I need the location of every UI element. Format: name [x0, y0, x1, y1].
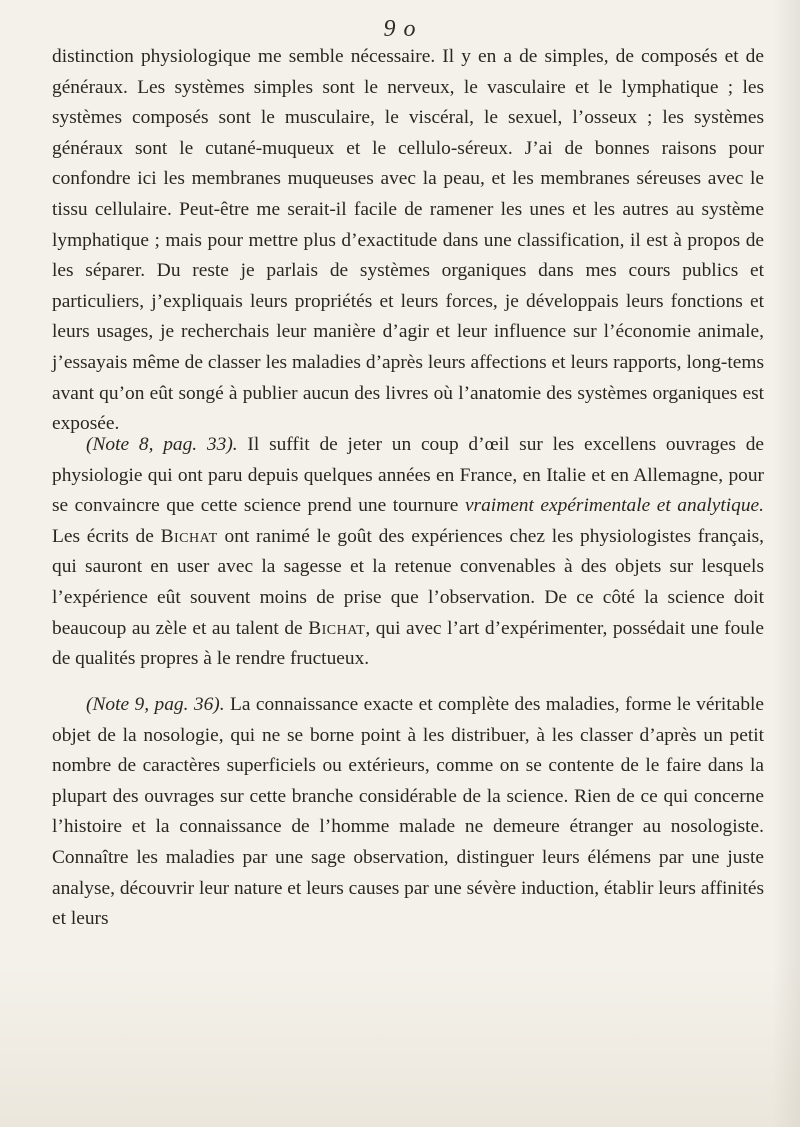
page-edge-shadow	[772, 0, 800, 1127]
author-name: Bichat	[160, 525, 218, 547]
emphasis-text: vraiment expérimentale et analytique.	[464, 495, 765, 517]
paragraph-text: La connaissance exacte et complète des maladies, forme le véritable objet de la nosologie, qui ne se borne point à les distribuer, à les classer d’après un petit nombre de caractères superficiels ou extérieurs, comme on se contente de le faire dans la plupart des ouvrages sur cette branche considérable de la science. Rien de ce qui concerne l’histoire et la connaissance de l’homme malade ne demeure étranger au nosologiste. Connaître les maladies par une sage observation, distinguer leurs élémens par une juste analyse, découvrir leur nature et leurs causes par une sévère induction, établir leurs affinités et leurs	[52, 694, 765, 930]
paragraph-note-8	[52, 430, 764, 675]
paragraph-note-9	[52, 690, 764, 935]
paragraph-text: Il suffit de jeter un coup d’œil sur les excellens ouvrages de physiologie qui ont paru depuis quelques années en France, en Italie et en Allemagne, pour se convaincre que cette science prend une tournure	[52, 434, 764, 517]
note-reference: (Note 9, pag. 36).	[86, 694, 225, 715]
paragraph-text: , qui avec l’art d’expérimenter, possédait une foule de qualités propres à le rendre fructueux.	[52, 617, 764, 670]
paragraph-text: ont ranimé le goût des expériences chez les physiologistes français, qui sauront en user avec la sagesse et la retenue convenables à des objets sur lesquels l’expérience eût souvent moins de prise que l’observation. De ce côté la science doit beaucoup au zèle et au talent de	[52, 525, 764, 639]
paper-tone	[0, 967, 800, 1127]
paragraph-systems: distinction physiologique me semble nécessaire. Il y en a de simples, de composés et de généraux. Les systèmes simples sont le nerveux, le vasculaire et le lymphatique ; les systèmes composés sont le musculaire, le viscéral, le sexuel, l’osseux ; les systèmes généraux sont le cutané-muqueux et le cellulo-séreux. J’ai de bonnes raisons pour confondre ici les membranes muqueuses avec la peau, et les membranes séreuses avec le tissu cellulaire. Peut-être me serait-il facile de ramener les unes et les autres au système lymphatique ; mais pour mettre plus d’exactitude dans une classification, il est à propos de les séparer. Du reste je parlais de systèmes organiques dans mes cours publics et particuliers, j’expliquais leurs propriétés et leurs forces, je développais leurs fonctions et leurs usages, je recherchais leur manière d’agir et leur influence sur l’économie animale, j’essayais même de classer les maladies d’après leurs affections et leurs rapports, long-tems avant qu’on eût songé à publier aucun des livres où l’anatomie des systèmes organiques est exposée.	[52, 46, 764, 435]
note-reference: (Note 8, pag. 33).	[86, 434, 238, 455]
author-name: Bichat	[308, 617, 366, 639]
page-number: 9 o	[383, 16, 417, 42]
paragraph-text: Les écrits de	[52, 525, 161, 547]
